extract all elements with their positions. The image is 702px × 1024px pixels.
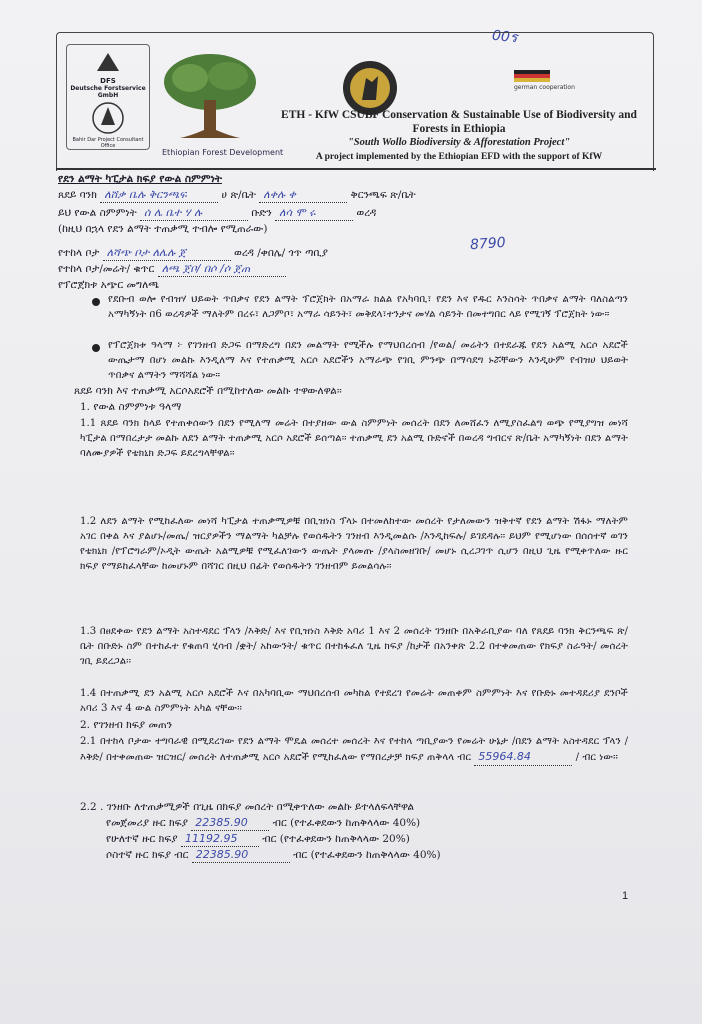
clause-1-4: 1.4 በተጠቃሚ ደን አልሚ አርሶ አደሮች እና በአካባቢው ማህበረሰብ መካከል የተደረገ የመሬት መጠቀም ስምምነት እና የቡድኑ መተዳደሪያ ደንቦች አባሪ 3 እና 4 ውል ስምምነት አካል ናቸው፡፡ <box>80 688 628 714</box>
dfs-tree-icon <box>93 51 123 73</box>
section-1-heading: 1. የውል ስምምነቱ ዓላማ <box>80 401 182 413</box>
clause-2-1: 2.1 በተከላ ቦታው ተግባራዊ በሚደረገው የደን ልማት ሞዴል መሰረተ መሰረት እና የተከላ ጣቢያውን የመሬት ሁኔታ /በደን ልማት አስተዳደር ፕላን /እቅድ/ በተቀመጠው ዝርዝር/ መሰረት ለተጠቃሚ አርሶ አደሮች የሚከፈለው የማበረታቻ ክፍያ ጠቅላላ ብር 55964.84 / ብር ነው፡፡ <box>80 734 628 766</box>
clause-1-2: 1.2 ለደን ልማት የሚከፈለው መነሻ ካፒታል ተጠቃሚዎቹ በቢዝነስ ፕላኑ በተመለከተው መሰረት የታለመውን ዝቅተኛ የደን ልማት ሽፋኑ ማለትም አገር በቀል እና ያልሆኑ/መጤ/ ዝርያዎችን ማልማት ካልቻሉ የወሰዱትን ገንዘብ እንዲመልሱ /እንዲከፍሉ/ ይገደዳሉ፡፡ ይህም የሚሆነው በሰሰተኛ ወገን የቴክኒክ /የፕሮግራም/ኦዲት ውጤት አልሚዎቹ የሚፈለገውን ውጤት ያላመጡ /ያላስመዘገቡ/ መሆኑ ሲረጋገጥ ሲሆን በዚህ ጊዜ የሚቀጥለው ዙር ክፍያ የማይከፈላቸው ከመሆኑም በሻገር በዚህ በፊት የወሰዱትን ገንዘብም ይመልሳሉ፡፡ <box>80 516 628 572</box>
efd-tree-logo <box>160 50 260 142</box>
page-number: 1 <box>622 890 629 902</box>
bank-line: ጸደይ ባንክ ለሸቃ ቤሉ ቅርንጫፍ ሀ ጽ/ቤት ለቀሉ ቀ ቅርንጫፍ ጽ/ቤት <box>58 188 416 201</box>
land-number-line: የተከላ ቦታ/መሬት/ ቁጥር ለጫ ጀቦ/ በሶ /ሶ ጀጠ <box>58 262 286 277</box>
project-summary-heading: የፕሮጀክቱ አጭር መግለጫ <box>58 279 160 291</box>
bullet-icon <box>92 344 100 352</box>
dfs-logo: DFS Deutsche Forstservice GmbH Bahir Dar Project Consultant Office <box>66 44 150 150</box>
german-cooperation-logo: german cooperation <box>514 70 594 110</box>
form-title: የደን ልማት ካፒታል ክፍያ የውል ስምምነት <box>58 173 222 185</box>
clause-1-1: 1.1 ጸደይ ባንክ ከላይ የተጠቀሰውን በደን የሚለማ መሬት በተያዘው ውል ስምምነት መሰረት በደን ለመሸፈን ለሚያስፈልግ ወጭ የሚያግዝ መነሻ ካፒታል በማበረታታ መልኩ ለደን ልማት ተጠቃሚ አርሶ አደሮች ይሰጣል፡፡ ተጠቃሚ ደን አልሚ ቡድኖች በወረዳ ግብርና ጽ/ቤት አማካኝነት በደን ልማት ባለሙያዎች የቴክኒክ ድጋፍ ይደረግላቸዋል፡፡ <box>80 418 628 459</box>
bullet-paragraph-2: የፕሮጀክቱ ዓላማ ፦ የገንዘብ ድጋፍ በማድረግ በደን መልማት የሚችሉ የማህበረሰብ /የወል/ መሬትን በተደራጁ የደን አልሚ አርሶ አደሮች ውጤታማ በሆነ መልኩ እንዲለማ እና የተጠቃሚ አርሶ አደሮችን አማራጭ የገቢ ምንጭ በማሳደግ ኑሯቸውን እንዲሁም የብዝሀ ህይወት ጥበቃና ልማትን ማሻሻል ነው። <box>108 340 628 381</box>
planting-site-field: ለሻጭ ቦታ ለሌሉ ጀ <box>103 246 231 261</box>
clause-2-2-intro: 2.2 . ገንዘቡ ለተጠቃሚዎች በጊዜ በክፍያ መሰረት በሚቀጥለው መልኩ ይተላለፍላቸዋል <box>80 801 415 813</box>
payment-row-2: የሁለተኛ ዙር ክፍያ 11192.95 ብር (የተፈቀደውን ከጠቅላላው 20%) <box>106 832 410 845</box>
dfs-emblem-icon <box>81 101 135 135</box>
payment-row-3: ሶስተኛ ዙር ክፍያ ብር 22385.90 ብር (የተፈቀደውን ከጠቅላላው 40%) <box>106 848 441 861</box>
corner-handwritten-note: 00ร <box>491 27 519 47</box>
group-name-field: ሰ ሌ ቤተ ሃ ሉ <box>140 206 248 221</box>
land-number-field: ለጫ ጀቦ/ በሶ /ሶ ጀጠ <box>158 262 286 277</box>
project-title: ETH - KfW CSUBF Conservation & Sustainable Use of Biodiversity and Forests in Ethiopia "South Wollo Biodiversity & Afforestation Project" A project implemented by the Ethiopian EFD with the support of KfW <box>281 109 637 162</box>
intro-line: ጸደይ ባንክ እና ተጠቃሚ አርሶአደሮች በሚከተለው መልኩ ተዋውለዋል፡፡ <box>74 385 342 397</box>
beneficiary-note: (ከዚህ በኋላ የደን ልማት ተጠቃሚ ተብሎ የሚጠራው) <box>58 223 268 235</box>
payment-amount-1: 22385.90 <box>191 816 269 831</box>
section-2-heading: 2. የገንዘብ ክፍያ መጠን <box>80 719 173 731</box>
woreda-field: ለሳ ሞ ሩ <box>275 206 353 221</box>
agreement-line: ይህ የውል ስምምነት ሰ ሌ ቤተ ሃ ሉ ቡድን ለሳ ሞ ሩ ወረዳ <box>58 206 377 219</box>
clause-1-3: 1.3 በፀደቀው የደን ልማት አስተዳደር ፕላን /እቅድ/ እና የቢዝነስ እቅድ አባሪ 1 እና 2 መሰረት ገንዘቡ በአቅራቢያው ባለ የጸደይ ባንክ ቅርንጫፍ ጽ/ቤት በቡድኑ ስም በተከፈተ የቁጠባ ሂሳብ /ቋት/ አከውንት/ ቁጥር በተከፋፈለ ጊዜ ክፍያ /ከታች በአንቀጽ 2.2 በተቀመጠው የክፍያ ስራዓት/ መሰረት ገቢ ይደረጋል፡፡ <box>80 626 628 667</box>
office-field: ለቀሉ ቀ <box>259 188 347 203</box>
planting-site-line: የተከላ ቦታ ለሻጭ ቦታ ለሌሉ ጀ ወረዳ /ቀበሌ/ ጎጥ ጣቢያ <box>58 246 328 259</box>
payment-amount-3: 22385.90 <box>192 848 290 863</box>
efd-label: Ethiopian Forest Development <box>162 148 284 157</box>
bullet-icon <box>92 298 100 306</box>
bank-branch-field: ለሸቃ ቤሉ ቅርንጫፍ <box>100 188 218 203</box>
letterhead-rule <box>56 168 656 170</box>
total-amount-field: 55964.84 <box>474 749 572 766</box>
bullet-paragraph-1: የደቡብ ወሎ የብዝሃ ህይወት ጥበቃና የደን ልማት ፕሮጀክት በአማራ ክልል የአካባቢ፣ የደን እና የዱር እንስሳት ጥበቃና ልማት ባለስልጣን አማካኝነት በ6 ወረዳዎች ማለትም በረሩ፣ ለጋምቦ፣ አማራ ሳይንት፣ መቅደላ፣ተንታና መሃል ሳይንት በመተግበር ላይ የሚገኝ ፕሮጀክት ነው። <box>108 294 628 320</box>
payment-amount-2: 11192.95 <box>181 832 259 847</box>
gi-flag-icon <box>514 70 550 82</box>
handwritten-number: 8790 <box>469 234 507 254</box>
payment-row-1: የመጀመሪያ ዙር ክፍያ 22385.90 ብር (የተፈቀደውን ከጠቅላላው 40%) <box>106 816 421 829</box>
